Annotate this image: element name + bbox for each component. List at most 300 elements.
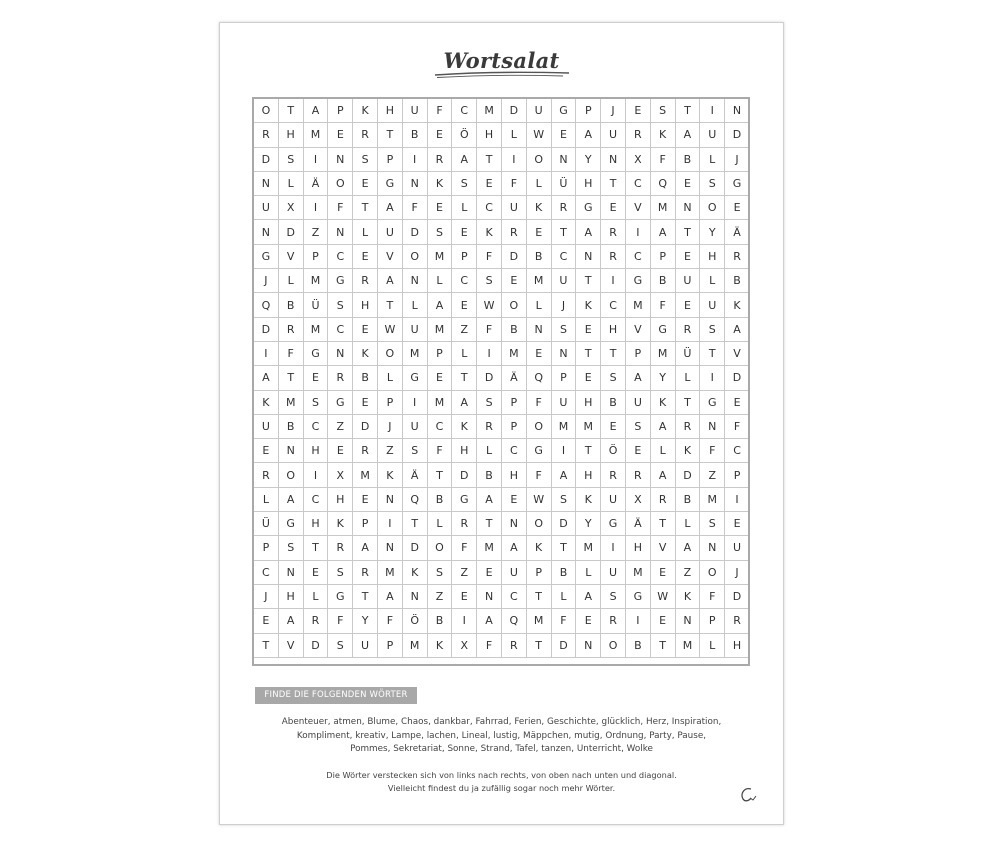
grid-cell: M — [303, 123, 328, 147]
grid-cell: M — [700, 487, 725, 511]
grid-cell: I — [377, 512, 402, 536]
grid-cell: U — [402, 317, 427, 341]
grid-cell: D — [551, 512, 576, 536]
grid-cell: R — [278, 317, 303, 341]
grid-cell: P — [427, 341, 452, 365]
grid-cell: S — [278, 147, 303, 171]
grid-cell: D — [278, 220, 303, 244]
grid-cell: E — [650, 609, 675, 633]
grid-cell: A — [675, 123, 700, 147]
grid-cell: E — [725, 512, 750, 536]
grid-cell: S — [353, 147, 378, 171]
grid-cell: B — [725, 269, 750, 293]
grid-row — [254, 609, 750, 633]
grid-cell: M — [501, 341, 526, 365]
grid-cell: L — [551, 584, 576, 608]
grid-cell: N — [501, 512, 526, 536]
grid-cell: N — [377, 487, 402, 511]
grid-cell: R — [551, 196, 576, 220]
grid-cell: N — [700, 414, 725, 438]
grid-cell: T — [353, 584, 378, 608]
grid-cell: H — [576, 390, 601, 414]
grid-cell: O — [526, 147, 551, 171]
grid-cell: A — [278, 487, 303, 511]
grid-cell: B — [278, 414, 303, 438]
grid-cell: M — [303, 317, 328, 341]
grid-cell: S — [551, 317, 576, 341]
grid-cell: V — [377, 244, 402, 268]
grid-cell: H — [328, 487, 353, 511]
grid-cell: T — [576, 439, 601, 463]
grid-cell: I — [725, 487, 750, 511]
grid-cell: D — [725, 123, 750, 147]
grid-cell: G — [551, 99, 576, 123]
grid-cell: R — [353, 123, 378, 147]
grid-cell: R — [675, 414, 700, 438]
grid-cell: F — [328, 196, 353, 220]
grid-cell: C — [254, 560, 279, 584]
grid-cell: I — [501, 147, 526, 171]
grid-cell: S — [477, 269, 502, 293]
grid-cell: S — [477, 390, 502, 414]
grid-cell: J — [551, 293, 576, 317]
grid-cell: H — [303, 439, 328, 463]
grid-cell: F — [700, 439, 725, 463]
grid-cell: L — [353, 220, 378, 244]
grid-cell: T — [650, 512, 675, 536]
grid-cell: E — [675, 293, 700, 317]
grid-cell: G — [625, 584, 650, 608]
grid-cell: H — [601, 317, 626, 341]
grid-cell: N — [402, 171, 427, 195]
grid-cell: P — [377, 390, 402, 414]
grid-cell: F — [278, 341, 303, 365]
word-list-line: Pommes, Sekretariat, Sonne, Strand, Tafel, tanzen, Unterricht, Wolke — [350, 744, 653, 754]
grid-cell: T — [477, 147, 502, 171]
grid-cell: T — [576, 341, 601, 365]
grid-cell: S — [427, 220, 452, 244]
grid-cell: G — [328, 390, 353, 414]
grid-cell: C — [452, 269, 477, 293]
grid-row — [254, 536, 750, 560]
grid-cell: E — [328, 123, 353, 147]
grid-cell: B — [601, 390, 626, 414]
grid-cell: R — [353, 269, 378, 293]
grid-cell: P — [303, 244, 328, 268]
grid-cell: H — [278, 123, 303, 147]
grid-cell: P — [377, 633, 402, 657]
grid-cell: J — [377, 414, 402, 438]
grid-cell: G — [328, 584, 353, 608]
grid-cell: N — [675, 609, 700, 633]
grid-cell: Q — [254, 293, 279, 317]
grid-cell: T — [402, 512, 427, 536]
grid-cell: U — [501, 196, 526, 220]
grid-cell: S — [328, 560, 353, 584]
grid-cell: K — [725, 293, 750, 317]
grid-cell: R — [328, 536, 353, 560]
grid-cell: L — [576, 560, 601, 584]
grid-cell: U — [700, 123, 725, 147]
grid-cell: K — [402, 560, 427, 584]
grid-cell: K — [526, 196, 551, 220]
grid-cell: L — [501, 123, 526, 147]
grid-cell: N — [402, 584, 427, 608]
grid-cell: U — [402, 99, 427, 123]
grid-cell: F — [551, 609, 576, 633]
grid-cell: O — [254, 99, 279, 123]
grid-cell: C — [501, 439, 526, 463]
grid-cell: Y — [650, 366, 675, 390]
grid-cell: V — [725, 341, 750, 365]
grid-cell: U — [254, 414, 279, 438]
grid-cell: R — [675, 317, 700, 341]
grid-cell: T — [650, 633, 675, 657]
grid-cell: E — [477, 560, 502, 584]
grid-cell: R — [254, 463, 279, 487]
grid-cell: C — [601, 293, 626, 317]
grid-cell: I — [700, 366, 725, 390]
grid-cell: K — [650, 390, 675, 414]
grid-cell: O — [501, 293, 526, 317]
grid-cell: N — [254, 171, 279, 195]
grid-cell: C — [725, 439, 750, 463]
grid-cell: N — [328, 220, 353, 244]
grid-cell: P — [650, 244, 675, 268]
grid-cell: A — [576, 220, 601, 244]
grid-cell: P — [501, 390, 526, 414]
grid-cell: L — [402, 293, 427, 317]
grid-cell: H — [725, 633, 750, 657]
grid-cell: W — [650, 584, 675, 608]
grid-cell: E — [353, 487, 378, 511]
grid-cell: D — [477, 366, 502, 390]
grid-cell: D — [551, 633, 576, 657]
grid-cell: I — [254, 341, 279, 365]
grid-cell: L — [303, 584, 328, 608]
grid-cell: I — [303, 196, 328, 220]
grid-cell: S — [402, 439, 427, 463]
grid-cell: L — [526, 293, 551, 317]
grid-cell: U — [501, 560, 526, 584]
grid-cell: B — [477, 463, 502, 487]
grid-cell: T — [675, 99, 700, 123]
grid-cell: M — [402, 341, 427, 365]
grid-cell: O — [601, 633, 626, 657]
grid-cell: Q — [402, 487, 427, 511]
grid-cell: E — [501, 269, 526, 293]
grid-cell: E — [625, 99, 650, 123]
grid-cell: Y — [576, 147, 601, 171]
grid-cell: K — [477, 220, 502, 244]
grid-cell: C — [328, 244, 353, 268]
grid-cell: W — [377, 317, 402, 341]
grid-cell: N — [402, 269, 427, 293]
grid-cell: F — [501, 171, 526, 195]
grid-cell: S — [625, 414, 650, 438]
grid-cell: T — [551, 220, 576, 244]
grid-cell: K — [254, 390, 279, 414]
grid-cell: P — [377, 147, 402, 171]
grid-cell: K — [675, 439, 700, 463]
grid-cell: G — [254, 244, 279, 268]
word-list-line: Abenteuer, atmen, Blume, Chaos, dankbar, Fahrrad, Ferien, Geschichte, glücklich, Herz, Inspiration, — [281, 717, 722, 727]
grid-cell: G — [576, 196, 601, 220]
grid-cell: D — [452, 463, 477, 487]
grid-cell: P — [576, 99, 601, 123]
grid-cell: E — [328, 439, 353, 463]
grid-cell: Z — [675, 560, 700, 584]
grid-cell: A — [650, 463, 675, 487]
grid-cell: U — [402, 414, 427, 438]
grid-cell: P — [452, 244, 477, 268]
grid-cell: B — [353, 366, 378, 390]
grid-cell: A — [625, 366, 650, 390]
grid-cell: D — [501, 99, 526, 123]
grid-cell: A — [477, 487, 502, 511]
grid-row — [254, 512, 750, 536]
grid-cell: Ä — [402, 463, 427, 487]
grid-cell: B — [551, 560, 576, 584]
grid-cell: A — [650, 220, 675, 244]
grid-cell: T — [278, 99, 303, 123]
grid-cell: E — [675, 244, 700, 268]
grid-cell: T — [477, 512, 502, 536]
grid-cell: I — [452, 609, 477, 633]
grid-cell: N — [551, 341, 576, 365]
grid-cell: E — [576, 609, 601, 633]
grid-cell: D — [254, 147, 279, 171]
grid-cell: M — [427, 390, 452, 414]
grid-cell: B — [427, 487, 452, 511]
grid-cell: E — [254, 609, 279, 633]
grid-cell: A — [675, 536, 700, 560]
grid-cell: F — [725, 414, 750, 438]
grid-row — [254, 171, 750, 195]
grid-cell: I — [625, 609, 650, 633]
grid-cell: O — [278, 463, 303, 487]
grid-cell: Z — [377, 439, 402, 463]
grid-cell: S — [700, 171, 725, 195]
grid-cell: K — [675, 584, 700, 608]
grid-cell: R — [601, 463, 626, 487]
grid-cell: V — [278, 633, 303, 657]
grid-cell: B — [402, 123, 427, 147]
grid-row — [254, 584, 750, 608]
grid-cell: N — [477, 584, 502, 608]
grid-cell: V — [650, 536, 675, 560]
grid-cell: U — [254, 196, 279, 220]
grid-row — [254, 293, 750, 317]
grid-cell: F — [650, 147, 675, 171]
grid-cell: P — [254, 536, 279, 560]
grid-row — [254, 366, 750, 390]
grid-cell: C — [328, 317, 353, 341]
grid-cell: I — [303, 147, 328, 171]
grid-cell: E — [625, 439, 650, 463]
grid-cell: R — [725, 609, 750, 633]
letter-grid — [253, 98, 750, 658]
grid-cell: E — [427, 196, 452, 220]
grid-cell: F — [427, 439, 452, 463]
grid-cell: G — [601, 512, 626, 536]
grid-cell: H — [377, 99, 402, 123]
word-list — [240, 716, 763, 757]
grid-cell: Z — [452, 560, 477, 584]
grid-cell: T — [303, 536, 328, 560]
grid-cell: T — [601, 341, 626, 365]
grid-cell: R — [254, 123, 279, 147]
grid-cell: N — [576, 633, 601, 657]
grid-cell: R — [650, 487, 675, 511]
grid-cell: L — [700, 147, 725, 171]
grid-cell: Ü — [303, 293, 328, 317]
grid-cell: R — [625, 463, 650, 487]
grid-row — [254, 196, 750, 220]
grid-cell: E — [501, 487, 526, 511]
grid-cell: R — [501, 220, 526, 244]
grid-cell: Ö — [452, 123, 477, 147]
grid-cell: D — [303, 633, 328, 657]
grid-cell: H — [700, 244, 725, 268]
grid-cell: U — [353, 633, 378, 657]
grid-cell: M — [675, 633, 700, 657]
grid-cell: B — [675, 487, 700, 511]
grid-cell: K — [576, 487, 601, 511]
grid-cell: M — [650, 341, 675, 365]
grid-cell: Y — [700, 220, 725, 244]
grid-cell: A — [477, 609, 502, 633]
grid-cell: N — [377, 536, 402, 560]
grid-cell: B — [501, 317, 526, 341]
grid-cell: S — [601, 584, 626, 608]
grid-cell: H — [278, 584, 303, 608]
grid-cell: M — [526, 609, 551, 633]
grid-cell: L — [254, 487, 279, 511]
grid-row — [254, 463, 750, 487]
grid-cell: N — [601, 147, 626, 171]
grid-cell: T — [452, 366, 477, 390]
grid-cell: E — [452, 293, 477, 317]
grid-cell: E — [254, 439, 279, 463]
grid-cell: Ä — [725, 220, 750, 244]
grid-row — [254, 414, 750, 438]
grid-cell: D — [725, 366, 750, 390]
grid-cell: N — [278, 439, 303, 463]
grid-cell: B — [427, 609, 452, 633]
grid-cell: A — [303, 99, 328, 123]
grid-cell: S — [278, 536, 303, 560]
grid-row — [254, 269, 750, 293]
grid-cell: C — [452, 99, 477, 123]
grid-cell: T — [353, 196, 378, 220]
grid-cell: L — [377, 366, 402, 390]
grid-cell: I — [551, 439, 576, 463]
grid-cell: M — [576, 536, 601, 560]
grid-cell: I — [601, 269, 626, 293]
grid-cell: H — [501, 463, 526, 487]
grid-cell: O — [700, 196, 725, 220]
grid-cell: R — [625, 123, 650, 147]
grid-cell: J — [254, 584, 279, 608]
grid-cell: U — [526, 99, 551, 123]
grid-cell: N — [278, 560, 303, 584]
grid-cell: F — [700, 584, 725, 608]
grid-cell: Ä — [625, 512, 650, 536]
grid-cell: A — [427, 293, 452, 317]
grid-cell: S — [452, 171, 477, 195]
grid-cell: M — [477, 536, 502, 560]
grid-cell: M — [303, 269, 328, 293]
grid-cell: U — [601, 560, 626, 584]
grid-row — [254, 633, 750, 657]
grid-cell: F — [526, 390, 551, 414]
grid-cell: C — [625, 171, 650, 195]
grid-cell: G — [328, 269, 353, 293]
grid-cell: F — [452, 536, 477, 560]
grid-cell: X — [328, 463, 353, 487]
grid-cell: F — [477, 633, 502, 657]
grid-cell: E — [601, 196, 626, 220]
grid-cell: L — [278, 171, 303, 195]
grid-cell: R — [427, 147, 452, 171]
grid-row — [254, 487, 750, 511]
grid-row — [254, 560, 750, 584]
grid-cell: T — [551, 536, 576, 560]
grid-cell: I — [601, 536, 626, 560]
grid-cell: U — [551, 269, 576, 293]
grid-cell: X — [452, 633, 477, 657]
grid-cell: S — [427, 560, 452, 584]
grid-cell: M — [477, 99, 502, 123]
grid-cell: V — [625, 196, 650, 220]
grid-cell: C — [477, 196, 502, 220]
grid-cell: N — [328, 341, 353, 365]
grid-cell: E — [427, 123, 452, 147]
grid-cell: B — [526, 244, 551, 268]
grid-cell: T — [427, 463, 452, 487]
grid-cell: P — [328, 99, 353, 123]
grid-cell: J — [254, 269, 279, 293]
grid-cell: G — [452, 487, 477, 511]
grid-cell: P — [551, 366, 576, 390]
grid-cell: T — [278, 366, 303, 390]
grid-cell: E — [353, 317, 378, 341]
grid-row — [254, 220, 750, 244]
grid-cell: E — [675, 171, 700, 195]
grid-cell: G — [650, 317, 675, 341]
grid-cell: D — [402, 536, 427, 560]
grid-cell: F — [402, 196, 427, 220]
grid-cell: D — [353, 414, 378, 438]
grid-cell: L — [675, 512, 700, 536]
grid-cell: G — [725, 171, 750, 195]
grid-cell: S — [551, 487, 576, 511]
grid-cell: F — [526, 463, 551, 487]
grid-cell: K — [427, 171, 452, 195]
grid-cell: E — [303, 366, 328, 390]
grid-cell: T — [526, 584, 551, 608]
grid-cell: F — [650, 293, 675, 317]
grid-cell: U — [725, 536, 750, 560]
grid-cell: E — [353, 244, 378, 268]
grid-cell: I — [477, 341, 502, 365]
grid-cell: C — [501, 584, 526, 608]
grid-cell: E — [477, 171, 502, 195]
signature-logo-icon — [738, 786, 758, 804]
grid-cell: P — [526, 560, 551, 584]
worksheet-page — [219, 22, 784, 825]
